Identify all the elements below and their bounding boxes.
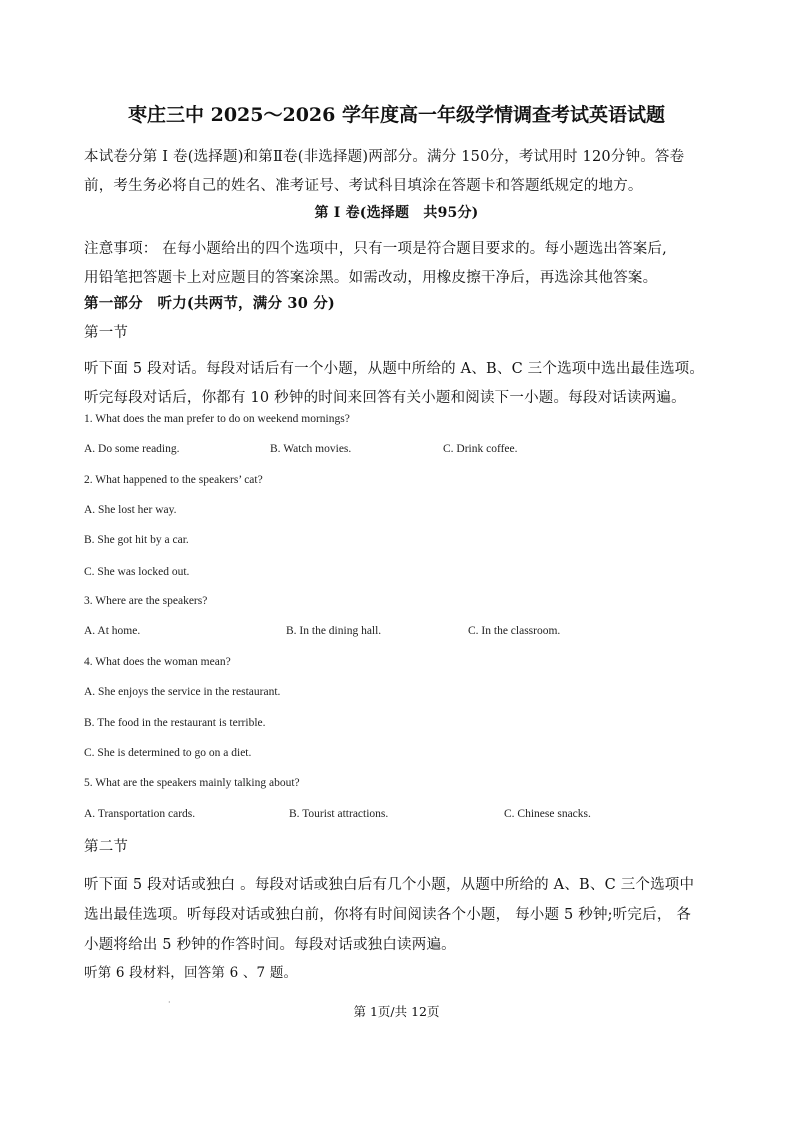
page-title: 枣庄三中 2025～2026 学年度高一年级学情调查考试英语试题 — [128, 104, 665, 126]
question-4-option-a: A. She enjoys the service in the restaurant. — [84, 686, 281, 698]
question-2-option-b: B. She got hit by a car. — [84, 534, 189, 546]
instruction2-line-3: 小题将给出 5 秒钟的作答时间。每段对话或独白读两遍。 — [84, 937, 456, 953]
question-3-option-b: B. In the dining hall. — [286, 625, 382, 637]
intro-line-1: 本试卷分第 Ⅰ 卷(选择题)和第Ⅱ卷(非选择题)两部分。满分 150分，考试用时 120分钟。答卷 — [84, 149, 685, 165]
instruction-line-1: 听下面 5 段对话。每段对话后有一个小题，从题中所给的 A、B、C 三个选项中选出最佳选项。 — [84, 361, 705, 377]
question-5-option-c: C. Chinese snacks. — [504, 808, 591, 820]
intro-line-2: 前，考生务必将自己的姓名、准考证号、考试科目填涂在答题卡和答题纸规定的地方。 — [84, 178, 643, 194]
subsection-heading-1: 第一节 — [84, 325, 129, 341]
question-5-stem: 5. What are the speakers mainly talking about? — [84, 777, 300, 789]
instruction2-line-2: 选出最佳选项。听每段对话或独白前，你将有时间阅读各个小题， 每小题 5 秒钟;听完后， 各 — [84, 907, 692, 923]
question-2-option-c: C. She was locked out. — [84, 566, 190, 578]
question-4-option-b: B. The food in the restaurant is terrible. — [84, 717, 266, 729]
question-3-option-a: A. At home. — [84, 625, 141, 637]
section-heading: 第 Ⅰ 卷(选择题 共95分) — [314, 205, 479, 221]
notice-line-2: 用铅笔把答题卡上对应题目的答案涂黑。如需改动，用橡皮擦干净后，再选涂其他答案。 — [84, 270, 658, 286]
stray-mark: · — [168, 998, 171, 1007]
question-2-option-a: A. She lost her way. — [84, 504, 177, 516]
question-1-option-b: B. Watch movies. — [270, 443, 352, 455]
page-footer: 第 1页/共 12页 — [353, 1004, 440, 1019]
question-4-stem: 4. What does the woman mean? — [84, 656, 231, 668]
question-1-option-c: C. Drink coffee. — [443, 443, 518, 455]
question-1-stem: 1. What does the man prefer to do on weekend mornings? — [84, 413, 350, 425]
question-4-option-c: C. She is determined to go on a diet. — [84, 747, 252, 759]
question-1-option-a: A. Do some reading. — [84, 443, 180, 455]
material-instruction: 听第 6 段材料，回答第 6 、7 题。 — [84, 965, 298, 981]
instruction2-line-1: 听下面 5 段对话或独白 。每段对话或独白后有几个小题，从题中所给的 A、B、C 三个选项中 — [84, 877, 695, 893]
question-2-stem: 2. What happened to the speakers’ cat? — [84, 474, 263, 486]
question-5-option-b: B. Tourist attractions. — [289, 808, 389, 820]
part-heading: 第一部分 听力(共两节，满分 30 分) — [84, 295, 335, 312]
question-5-option-a: A. Transportation cards. — [84, 808, 196, 820]
notice-line-1: 注意事项： 在每小题给出的四个选项中，只有一项是符合题目要求的。每小题选出答案后, — [84, 241, 667, 257]
subsection-heading-2: 第二节 — [84, 839, 129, 855]
question-3-stem: 3. Where are the speakers? — [84, 595, 208, 607]
question-3-option-c: C. In the classroom. — [468, 625, 561, 637]
instruction-line-2: 听完每段对话后，你都有 10 秒钟的时间来回答有关小题和阅读下一小题。每段对话读两遍。 — [84, 390, 686, 406]
